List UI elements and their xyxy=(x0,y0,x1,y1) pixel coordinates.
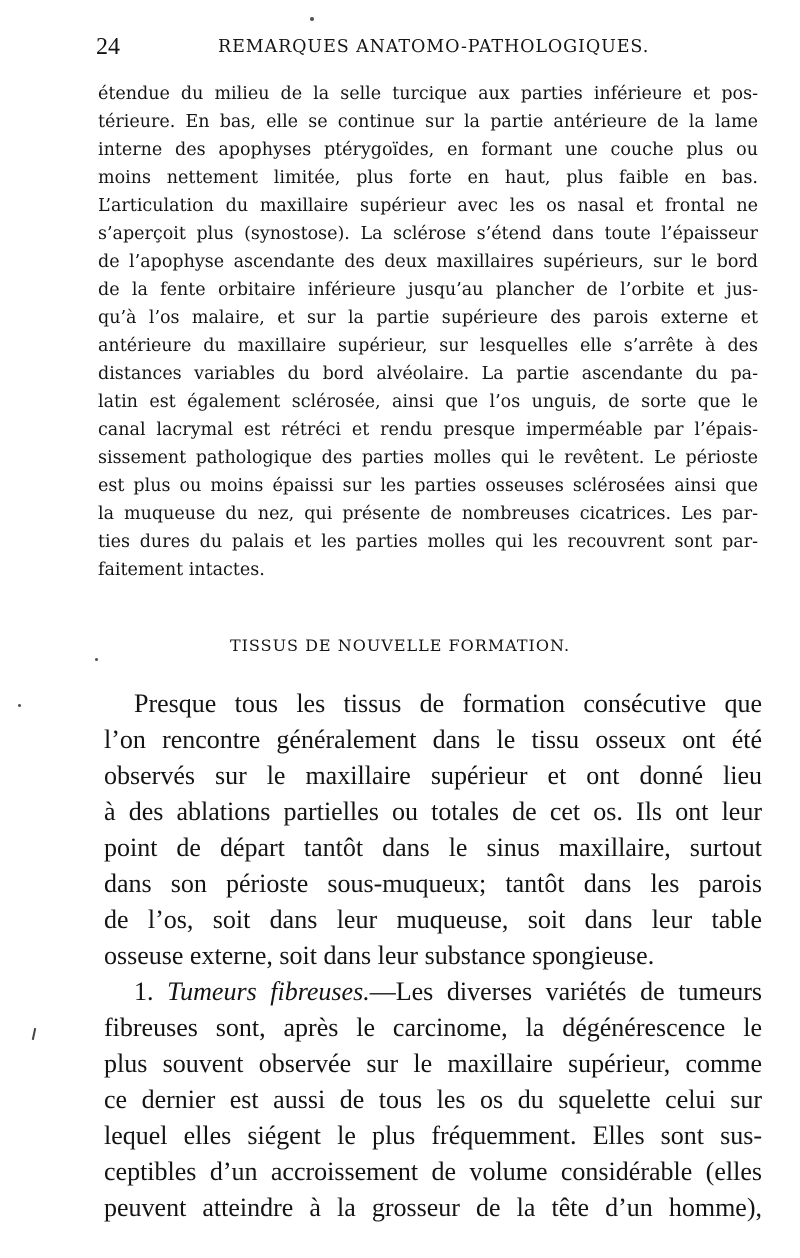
text-line: sissement pathologique des parties molles qui le revêtent. Le périoste xyxy=(98,448,758,468)
text-line: interne des apophyses ptérygoïdes, en formant une couche plus ou xyxy=(98,140,758,160)
text-line: ties dures du palais et les parties molles qui les recouvrent sont par- xyxy=(98,532,758,552)
text-line: à des ablations partielles ou totales de cet os. Ils ont leur xyxy=(104,797,762,826)
text-line: l’on rencontre généralement dans le tissu osseux ont été xyxy=(104,725,762,754)
text-line: Presque tous les tissus de formation consécutive que xyxy=(134,689,762,718)
text-line: faitement intactes. xyxy=(98,560,265,580)
text-line: ce dernier est aussi de tous les os du squelette celui sur xyxy=(104,1085,762,1114)
text-line: osseuse externe, soit dans leur substance spongieuse. xyxy=(104,941,655,970)
text-line: L’articulation du maxillaire supérieur avec les os nasal et frontal ne xyxy=(98,196,758,216)
page-header xyxy=(96,34,760,64)
item-number: 1. xyxy=(134,977,154,1006)
text-line: lequel elles siégent le plus fréquemment. Elles sont sus- xyxy=(104,1121,762,1150)
text-line: étendue du milieu de la selle turcique aux parties inférieure et pos- xyxy=(98,84,758,104)
text-line: plus souvent observée sur le maxillaire supérieur, comme xyxy=(104,1049,762,1078)
text-line: est plus ou moins épaissi sur les parties osseuses sclérosées ainsi que xyxy=(98,476,758,496)
text-line: térieure. En bas, elle se continue sur la partie antérieure de la lame xyxy=(98,112,758,132)
text-line: distances variables du bord alvéolaire. La partie ascendante du pa- xyxy=(98,364,758,384)
print-speck xyxy=(18,704,21,707)
text-line: moins nettement limitée, plus forte en haut, plus faible en bas. xyxy=(98,168,758,188)
text-line: s’aperçoit plus (synostose). La sclérose s’étend dans toute l’épaisseur xyxy=(98,224,758,244)
section-title: TISSUS DE NOUVELLE FORMATION. xyxy=(229,636,571,655)
text-line: la muqueuse du nez, qui présente de nombreuses cicatrices. Les par- xyxy=(98,504,758,524)
text-line: de la fente orbitaire inférieure jusqu’au plancher de l’orbite et jus- xyxy=(98,280,758,300)
text-line: fibreuses sont, après le carcinome, la dégénérescence le xyxy=(104,1013,762,1042)
running-head: REMARQUES ANATOMO-PATHOLOGIQUES. xyxy=(218,37,650,57)
text-line: latin est également sclérosée, ainsi que l’os unguis, de sorte que le xyxy=(98,392,758,412)
text-line: de l’os, soit dans leur muqueuse, soit dans leur table xyxy=(104,905,762,934)
text-line: point de départ tantôt dans le sinus maxillaire, surtout xyxy=(104,833,762,862)
text-line: peuvent atteindre à la grosseur de la tête d’un homme), xyxy=(104,1193,762,1222)
margin-mark xyxy=(32,1028,36,1040)
text-line: qu’à l’os malaire, et sur la partie supérieure des parois externe et xyxy=(98,308,758,328)
page-number: 24 xyxy=(96,34,120,60)
text-line: de l’apophyse ascendante des deux maxillaires supérieurs, sur le bord xyxy=(98,252,758,272)
text-line: canal lacrymal est rétréci et rendu presque imperméable par l’épais- xyxy=(98,420,758,440)
text-line xyxy=(134,974,762,1010)
text-line: antérieure du maxillaire supérieur, sur lesquelles elle s’arrête à des xyxy=(98,336,758,356)
item-text: —Les diverses variétés de tumeurs xyxy=(369,977,763,1006)
text-line: ceptibles d’un accroissement de volume considérable (elles xyxy=(104,1157,762,1186)
print-speck xyxy=(95,658,98,661)
item-heading: Tumeurs fibreuses. xyxy=(167,977,370,1006)
text-line: dans son périoste sous-muqueux; tantôt dans les parois xyxy=(104,869,762,898)
text-line: observés sur le maxillaire supérieur et ont donné lieu xyxy=(104,761,762,790)
print-speck xyxy=(310,17,314,21)
